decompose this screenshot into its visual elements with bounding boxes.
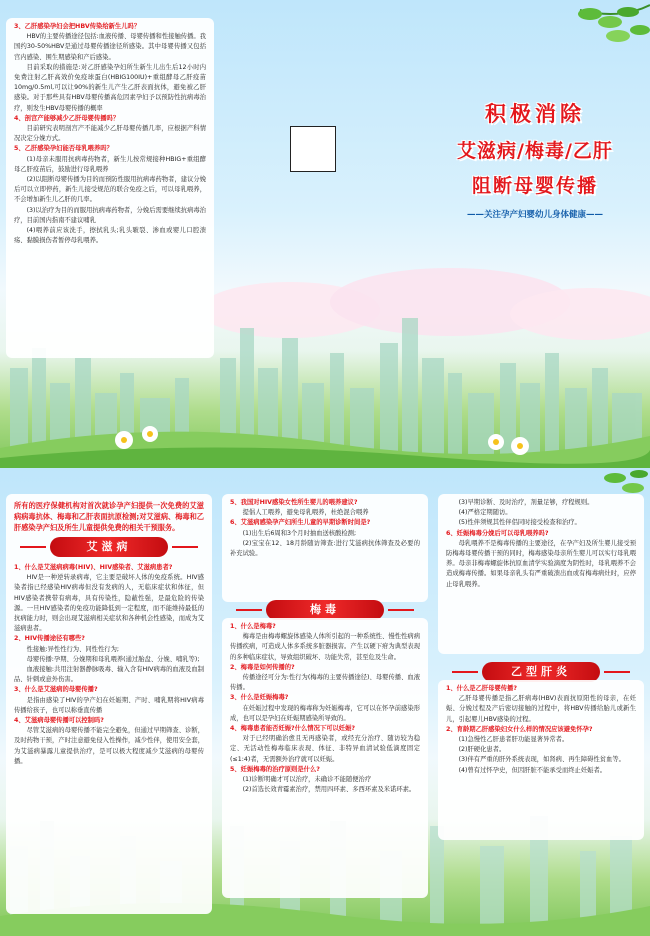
section-heading: 3、乙肝感染孕妇会把HBV传染给新生儿吗？ (14, 23, 141, 30)
cover-title (420, 98, 650, 220)
daisy-flower-icon (480, 424, 540, 464)
title-line-2: 艾滋病/梅毒/乙肝 (457, 140, 613, 162)
left-text-panel (6, 18, 214, 358)
paragraph: 梅毒是由梅毒螺旋体感染人体所引起的一种系统性、慢性性病病传播疾病，可造成人体多系统多脏器损害。产生以硬下疳为典型表现的多种临床症状，导致组织破坏、功能失常，甚至危及生命。 (230, 633, 420, 661)
column-aids (6, 494, 212, 914)
paragraph: (4)曾有过怀孕史，但因肝脏不能承受而终止妊娠者。 (458, 766, 607, 774)
paragraph: 血液接触:共用注射器静脉吸毒、输入含有HIV病毒的血液及血制品、针刺或意外伤害。 (14, 666, 204, 684)
section-heading: 1、什么是梅毒? (230, 623, 276, 630)
paragraph: (3)伴有严重的肝外系统表现，如肾病、再生障碍性贫血等。 (458, 756, 625, 764)
section-heading: 5、妊娠梅毒的治疗原则是什么? (230, 765, 320, 773)
paragraph: 传播途径可分为:性行为(梅毒的主要传播途径)、母婴传播、血液传播。 (230, 674, 420, 692)
section-heading: 2、HIV传播途径有哪些? (14, 635, 85, 643)
paragraph: 母乳喂养不是梅毒传播的主要途径，在孕产妇及所生婴儿接受预防梅毒母婴传播干预的同时，梅毒感染母亲所生婴儿可以实行母乳喂养。母亲非梅毒螺旋体抗原血清学实验滴度为阴性时，母乳喂养不会造成梅毒传播。如果母亲乳头有严重破溃出血或有梅毒病灶时，应停止母乳喂养。 (446, 539, 636, 588)
paragraph: HBV的主要传播途径包括:血液传播、母婴传播和性接触传播。我国约30-50%HBV是通过母婴传播途径所感染。其中母婴传播又包括宫内感染、围生期感染和产后感染。 (14, 33, 206, 61)
paragraph: 对于已经明确治愈且无再感染者，或经充分治疗、随访较为稳定、无活动性梅毒临床表现、体征、非特异血清试验低滴度固定(≤1:4)者，无需额外治疗就可以妊娠。 (230, 735, 420, 763)
paragraph: (2)首选长效青霉素治疗，禁用四环素、多西环素及米诺环素。 (242, 786, 416, 794)
leaf-branch-icon (560, 0, 650, 60)
title-line-3: 阻断母婴传播 (471, 175, 598, 197)
paragraph: 目前采取的措施是:对乙肝感染孕妇所生新生儿出生后12小时内免费注射乙肝高效价免疫球蛋白(HBIG100IU)+重组酵母乙肝疫苗10mg/0.5ml,可以让90%的新生儿产生乙肝表面抗体，避免被乙肝感染。对于那些具有HBV母婴传播高危因素孕妇予以预防性抗病毒治疗，则发生HBV母婴传播的概率 (14, 63, 206, 112)
paragraph: (3)以治疗为目的而服用抗病毒药物者，分娩后需要继续抗病毒治疗，目前国内指南不建议哺乳 (14, 206, 206, 224)
paragraph: (2)宝宝在12、18月龄随访筛查:进行艾滋病抗体筛查及必要的补充试验。 (230, 539, 420, 558)
paragraph: 母婴传播:孕期、分娩期和母乳喂养(通过胎盘、分娩、哺乳等); (26, 655, 200, 663)
paragraph: (1)出生后6周和3个月时抽血送核酸检测; (242, 529, 357, 537)
paragraph: 乙肝母婴传播是指乙肝病毒(HBV)表面抗原阳性的母亲，在妊娠、分娩过程及产后密切接触的过程中，将HBV传播给胎儿或新生儿，引起婴儿HBV感染的过程。 (446, 695, 636, 723)
paragraph: 提倡人工喂养，避免母乳喂养，杜绝混合喂养 (242, 509, 369, 517)
aids-content (14, 563, 204, 767)
section-heading: 4、剖宫产能够减少乙肝母婴传播吗？ (14, 114, 120, 122)
section-heading: 4、艾滋病母婴传播可以控制吗? (14, 717, 104, 725)
paragraph: 在妊娠过程中发现的梅毒称为妊娠梅毒，它可以在怀孕前感染形成，也可以是孕妇在妊娠期感染所导致的。 (230, 704, 420, 722)
daisy-flower-icon (110, 420, 170, 460)
paragraph: 尽管艾滋病的母婴传播不能完全避免，但通过早期筛查、诊断，及时药物干预，产时注意避免侵入性操作，减少性伴，使用安全套，为艾滋病暴露儿童提供治疗，是可以极大程度减少艾滋病的母婴传播。 (14, 727, 204, 765)
section-heading: 2、育龄期乙肝感染妇女什么样的情况应该避免怀孕? (446, 725, 593, 733)
column-syphilis (222, 618, 428, 898)
paragraph: (1)诊断明确才可以治疗，未确诊不能随便治疗 (242, 776, 372, 784)
cover-subtitle: ——关注孕产妇婴幼儿身体健康—— (466, 210, 603, 220)
section-heading: 1、什么是乙肝母婴传播? (446, 685, 518, 692)
syphilis-continued-content (446, 498, 636, 590)
column-syphilis-continued (438, 494, 644, 654)
section-banner-syphilis: 梅毒 (266, 600, 384, 620)
section-heading: 3、什么是妊娠梅毒? (230, 694, 289, 702)
section-heading: 2、梅毒是如何传播的? (230, 663, 295, 671)
column-hepatitis (438, 680, 644, 840)
section-heading: 3、什么是艾滋病的母婴传播? (14, 686, 98, 694)
paragraph: (1)母亲未服用抗病毒药物者，新生儿按常规接种HBIG+重组酵母乙肝疫苗后，鼓励进行母乳喂养 (14, 155, 206, 173)
paragraph: (1)急慢性乙肝患者肝功能显著异常者。 (458, 736, 569, 744)
paragraph: (5)性伴须规其性伴侣同时接受检查和治疗。 (458, 519, 581, 527)
left-panel-content (14, 22, 206, 246)
section-banner-aids: 艾滋病 (50, 537, 168, 557)
section-heading: 4、梅毒患者能否妊娠?什么情况下可以妊娠? (230, 725, 356, 733)
hepatitis-content (446, 684, 636, 776)
aids-continued-content (230, 498, 420, 559)
intro-text: 所有的医疗保健机构对首次就诊孕产妇提供一次免费的艾滋病病毒抗体、梅毒和乙肝表面抗原检测;对艾滋病、梅毒和乙肝感染孕产妇及所生儿童提供免费的相关干预服务。 (14, 501, 204, 532)
section-banner-hepatitis: 乙型肝炎 (482, 662, 600, 682)
paragraph: (2)肝硬化患者。 (458, 746, 506, 754)
section-heading: 1、什么是艾滋病病毒(HIV)、HIV感染者、艾滋病患者? (14, 564, 173, 571)
paragraph: 性接触:异性性行为、同性性行为; (26, 645, 119, 653)
paragraph: (3)早期诊断、及时治疗，剂量足够，疗程规则。 (458, 499, 594, 506)
column-aids-continued (222, 494, 428, 602)
brochure-inside (0, 468, 650, 936)
section-heading: 5、乙肝感染孕妇能否母乳喂养吗？ (14, 145, 113, 153)
qr-code-icon (290, 126, 336, 172)
section-heading: 6、妊娠梅毒分娩后可以母乳喂养吗? (446, 529, 549, 537)
paragraph: (4)严格定期随访。 (458, 509, 512, 517)
paragraph: (2)以阻断母婴传播为目的而预防性服用抗病毒药物者，建议分娩后可以立即停药，新生儿接受规范的联合免疫之后，可以母乳喂养，不会增加新生儿乙肝的几率。 (14, 176, 206, 204)
section-heading: 6、艾滋病感染孕产妇所生儿童的早期诊断时间是? (230, 519, 371, 527)
paragraph: HIV是一种逆转录病毒，它主要是破坏人体的免疫系统。HIV感染者指已经感染HIV病毒但没有发病的人，无临床症状和体征，但HIV感染者携带有病毒，具有传染性，隐蔽性强，是最危险的传染源。一旦HIV感染者的免疫功能降低到一定程度，而不能维持最低的抗病能力时，则会出现艾滋病相关症状和各种机会性感染，而成为艾滋病患者。 (14, 574, 204, 633)
syphilis-content (230, 622, 420, 795)
paragraph: 是指由感染了HIV的孕产妇在妊娠期、产时、哺乳期将HIV病毒传播给孩子，也可以称垂直传播 (14, 696, 204, 714)
paragraph: 目前研究表明剖宫产不能减少乙肝母婴传播几率，应根据产科情况决定分娩方式。 (14, 125, 206, 143)
paragraph: (4)喂养前应该洗手，擦拭乳头;乳头皲裂、渗血或婴儿口腔溃疡、黏膜损伤者暂停母乳喂养。 (14, 227, 206, 245)
section-heading: 5、我国对HIV感染女性所生婴儿的喂养建议? (230, 499, 358, 506)
title-line-1: 积极消除 (485, 102, 585, 126)
